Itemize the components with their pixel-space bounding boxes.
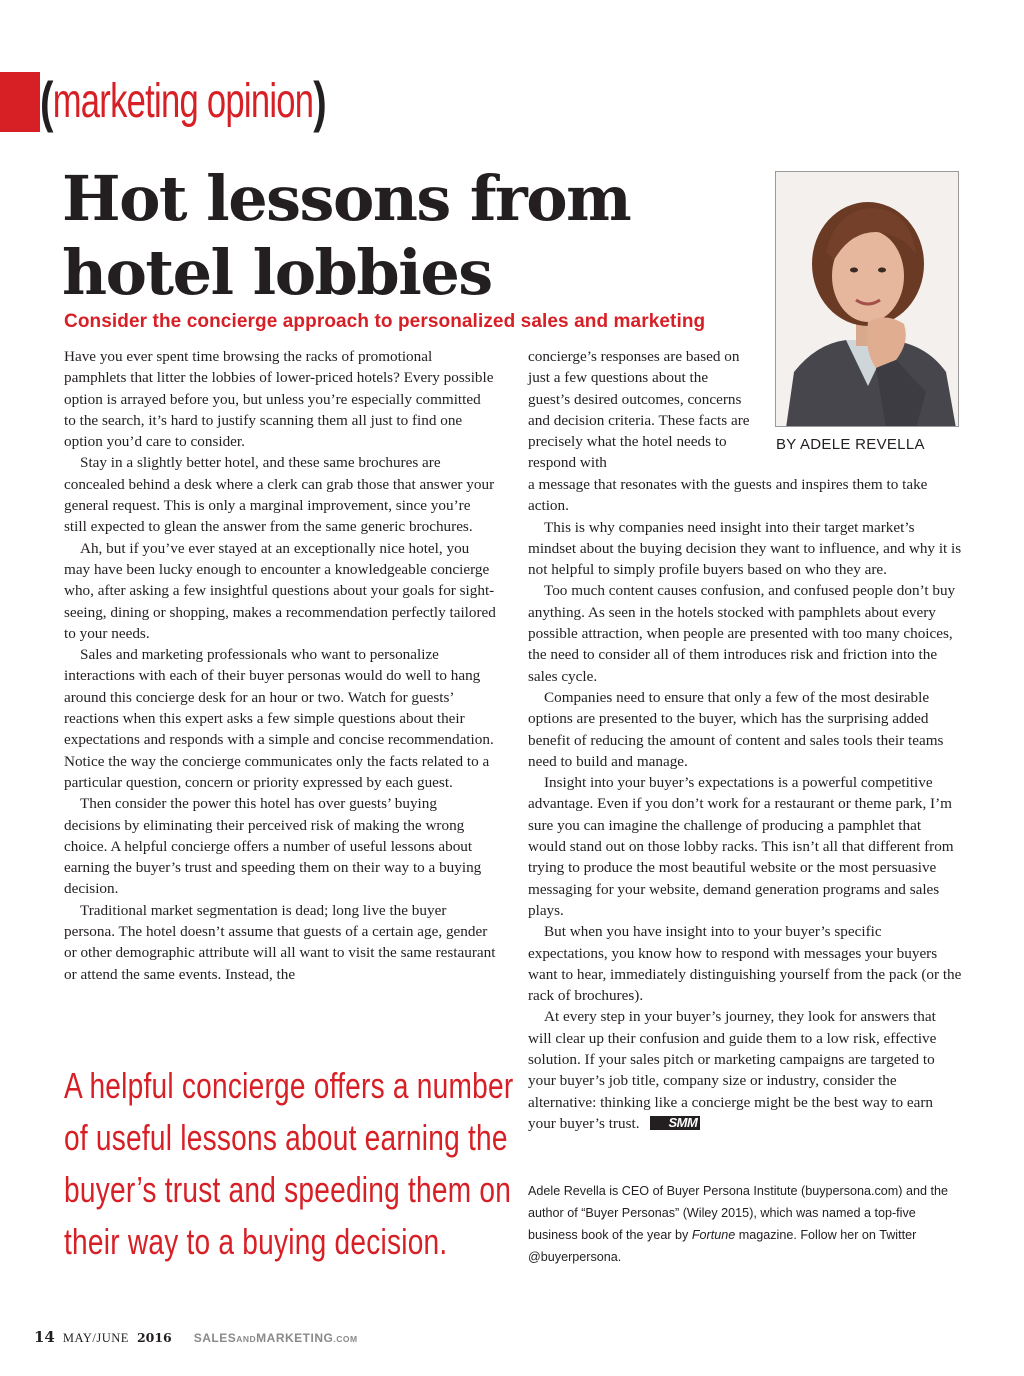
paragraph: Insight into your buyer’s expectations is a powerful competitive advantage. Even if you don’t work for a restaurant or theme park, I’m sure you can imagine the challenge of producing a pamphlet that would stand out on those lobby racks. This isn’t all that different from trying to produce the most beautiful website or the most persuasive messaging for your website, demand generation programs and sales plays. — [528, 774, 954, 919]
article-headline — [62, 162, 742, 310]
body-column-right — [528, 474, 962, 1134]
smm-end-mark-icon: SMM — [650, 1116, 701, 1130]
bio-italic: Fortune — [691, 1228, 736, 1242]
pull-quote: A helpful concierge offers a number of useful lessons about earning the buyer’s trust and speeding them on their way to a buying decision. — [64, 1065, 514, 1262]
author-bio — [528, 1180, 960, 1268]
headline-line-2: hotel lobbies — [62, 236, 492, 309]
paragraph: But when you have insight into to your buyer’s specific expectations, you know how to respond with messages your buyers want to hear, immediately distinguishing yourself from the pack (or the rack of brochures). — [528, 923, 962, 1005]
paragraph: Stay in a slightly better hotel, and these same brochures are concealed behind a desk where a clerk can grab those that answer your general request. This is only a marginal improvement, since you’re still expected to glean the answer from the same generic brochures. — [64, 454, 495, 536]
section-label — [40, 66, 326, 136]
paragraph: a message that resonates with the guests and inspires them to take action. — [528, 476, 928, 515]
body-column-right-narrow — [528, 346, 750, 474]
paragraph: Traditional market segmentation is dead; long live the buyer persona. The hotel doesn’t assume that guests of a certain age, gender or other demographic attribute will all want to visit the same restaurant or attend the same events. Instead, the — [64, 901, 496, 983]
site-url — [194, 1331, 358, 1345]
final-paragraph-text: At every step in your buyer’s journey, they look for answers that will clear up their confusion and guide them to a low risk, effective solution. If your sales pitch or marketing campaigns are targeted to your buyer’s job title, company size or industry, consider the alternative: thinking like a concierge might be the best way to earn your buyer’s trust. — [528, 1008, 937, 1132]
site-part-3: MARKETING — [256, 1331, 334, 1345]
article-deck: Consider the concierge approach to personalized sales and marketing — [64, 311, 706, 332]
issue-month: MAY/JUNE — [62, 1331, 129, 1345]
section-color-tab — [0, 72, 40, 132]
paragraph: Sales and marketing professionals who want to personalize interactions with each of their buyer personas would do well to hang around this concierge desk for an hour or two. Watch for guests’ reactions when this expert asks a few simple questions about their expectations and responds with a simple and concise recommendation. Notice the way the concierge communicates only the facts related to a particular question, concern or priority expressed by each guest. — [64, 646, 494, 791]
paragraph: Then consider the power this hotel has over guests’ buying decisions by eliminating their perceived risk of making the wrong choice. A helpful concierge offers a number of useful lessons about earning the buyer’s trust and speeding them on their way to a buying decision. — [64, 795, 482, 898]
author-portrait-icon — [776, 172, 959, 427]
page-number: 14 — [34, 1328, 55, 1346]
paragraph: This is why companies need insight into their target market’s mindset about the buying decision they want to influence, and why it is not helpful to simply profile buyers based on who they are. — [528, 518, 962, 579]
page-footer — [34, 1328, 358, 1346]
paragraph: concierge’s responses are based on just a few questions about the guest’s desired outcomes, concerns and decision criteria. These facts are precisely what the hotel needs to respond with — [528, 348, 750, 472]
paragraph: Ah, but if you’ve ever stayed at an exceptionally nice hotel, you may have been lucky enough to encounter a knowledgeable concierge who, after asking a few insightful questions about your goals for sight-seeing, dining or shopping, makes a recommendation perfectly tailored to your needs. — [64, 539, 496, 642]
bio-text-1: Adele Revella is CEO of Buyer Persona Institute (buypersona.com) and the author of “Buyer Personas” (Wiley 2015), which was named a top-five business book of the year by — [528, 1184, 949, 1242]
author-photo — [775, 171, 959, 427]
section-name: marketing opinion — [52, 74, 314, 128]
site-part-2: AND — [236, 1334, 257, 1344]
bracket-open: ( — [40, 69, 53, 133]
body-column-left — [64, 346, 496, 985]
paragraph: Have you ever spent time browsing the racks of promotional pamphlets that litter the lobbies of lower-priced hotels? Every possible option is arrayed before you, but unless you’re especially committed to the search, it’s hard to justify scanning them all just to find one option you’d care to consider. — [64, 348, 494, 451]
paragraph: Too much content causes confusion, and confused people don’t buy anything. As seen in the hotels stocked with pamphlets about every possible attraction, when people are presented with too many choices, the need to consider all of them introduces risk and friction into the sales cycle. — [528, 582, 956, 685]
byline: BY ADELE REVELLA — [776, 436, 925, 453]
site-part-4: .COM — [333, 1334, 358, 1344]
bracket-close: ) — [313, 69, 326, 133]
headline-line-1: Hot lessons from — [62, 162, 631, 235]
issue-year: 2016 — [136, 1330, 172, 1345]
paragraph-final — [528, 1006, 962, 1134]
paragraph: Companies need to ensure that only a few of the most desirable options are presented to the buyer, which has the surprising added benefit of reducing the amount of content and sales tools their teams need to build and manage. — [528, 688, 944, 770]
bio-text-2: magazine. Follow her on Twitter @buyerpersona. — [528, 1228, 917, 1264]
site-part-1: SALES — [193, 1331, 237, 1345]
